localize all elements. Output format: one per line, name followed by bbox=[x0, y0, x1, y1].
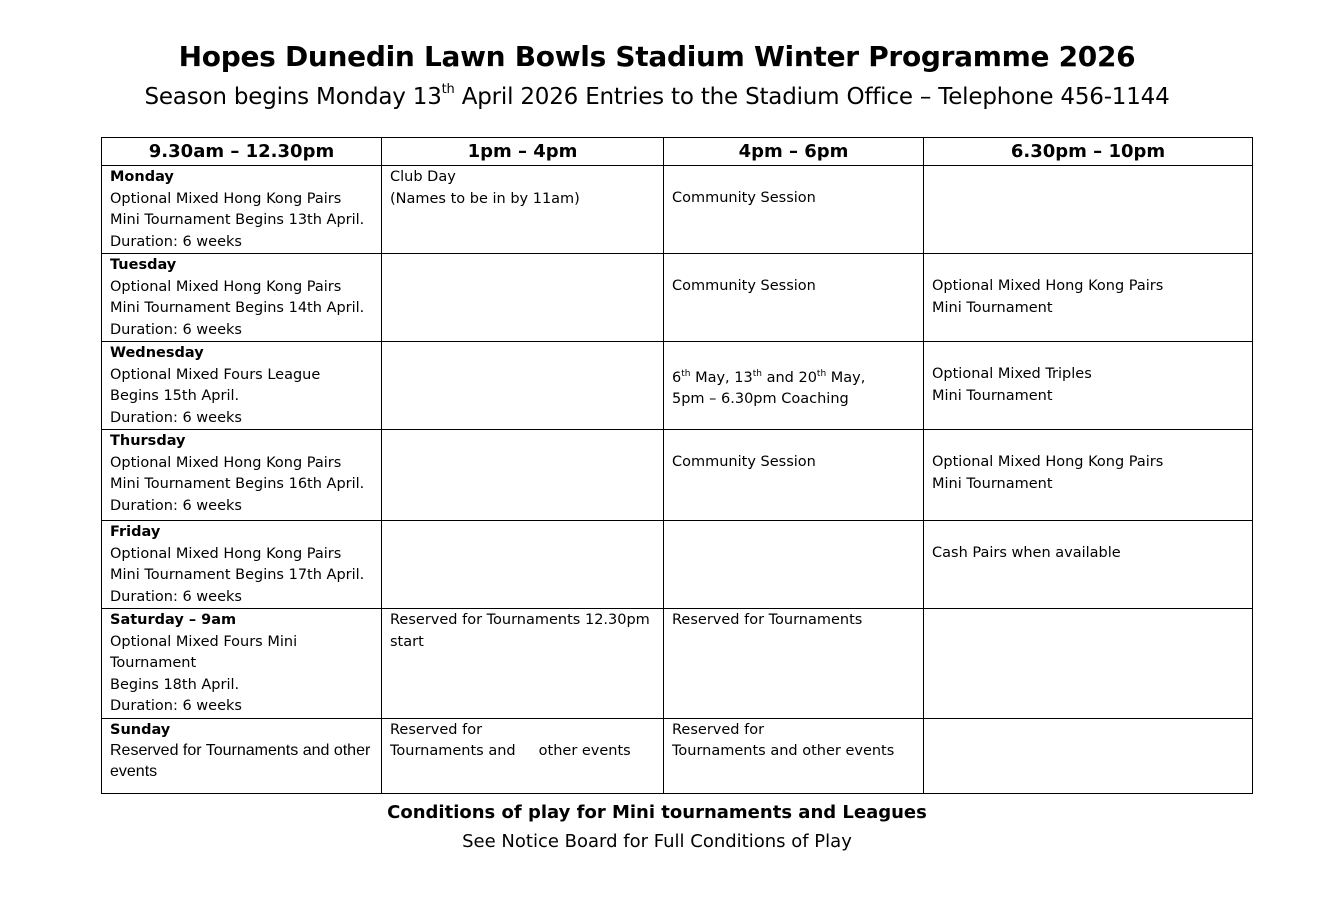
cell-tuesday-morning bbox=[102, 254, 382, 342]
cell-thursday-evening bbox=[924, 430, 1253, 521]
cell-line: Mini Tournament bbox=[932, 299, 1053, 316]
cell-wednesday-afternoon bbox=[382, 342, 664, 430]
header-evening: 6.30pm – 10pm bbox=[924, 138, 1253, 166]
table-row-wednesday bbox=[102, 342, 1253, 430]
cell-line: Tournament bbox=[110, 655, 197, 671]
cell-line: 5pm – 6.30pm Coaching bbox=[672, 391, 849, 408]
cell-friday-morning bbox=[102, 521, 382, 609]
cell-line: Mini Tournament bbox=[932, 387, 1053, 404]
cell-line: Optional Mixed Hong Kong Pairs bbox=[110, 545, 342, 562]
cell-monday-morning bbox=[102, 166, 382, 254]
cell-line: Duration: 6 weeks bbox=[110, 497, 242, 514]
cell-sunday-morning bbox=[102, 718, 382, 793]
subtitle-start: Season begins Monday 13 bbox=[144, 84, 442, 110]
cell-line: Duration: 6 weeks bbox=[110, 233, 242, 250]
cell-friday-evening bbox=[924, 521, 1253, 609]
cell-thursday-early-evening bbox=[664, 430, 924, 521]
cell-line: Begins 18th April. bbox=[110, 676, 240, 693]
header-afternoon: 1pm – 4pm bbox=[382, 138, 664, 166]
cell-line: Optional Mixed Hong Kong Pairs bbox=[110, 454, 342, 471]
cell-saturday-evening bbox=[924, 609, 1253, 719]
table-row-monday bbox=[102, 166, 1253, 254]
programme-table bbox=[101, 137, 1253, 794]
cell-line: Tournaments and other events bbox=[390, 743, 631, 759]
cell-line: Reserved for Tournaments 12.30pm bbox=[390, 612, 650, 628]
cell-saturday-morning bbox=[102, 609, 382, 719]
table-row-friday bbox=[102, 521, 1253, 609]
page-title: Hopes Dunedin Lawn Bowls Stadium Winter Programme 2026 bbox=[178, 40, 1136, 73]
cell-line: Community Session bbox=[672, 278, 816, 294]
cell-sunday-evening bbox=[924, 718, 1253, 793]
cell-line: Duration: 6 weeks bbox=[110, 698, 242, 714]
cell-line: Optional Mixed Hong Kong Pairs bbox=[932, 454, 1164, 470]
cell-friday-early-evening bbox=[664, 521, 924, 609]
page-subtitle bbox=[0, 84, 1314, 110]
day-label: Friday bbox=[110, 524, 161, 540]
cell-line: events bbox=[110, 762, 158, 780]
table-row-saturday bbox=[102, 609, 1253, 719]
day-label: Saturday – 9am bbox=[110, 612, 237, 628]
day-label: Thursday bbox=[110, 433, 186, 449]
cell-line: Duration: 6 weeks bbox=[110, 321, 242, 338]
cell-friday-afternoon bbox=[382, 521, 664, 609]
coaching-dates: 6th May, 13th and 20th May, bbox=[672, 369, 866, 386]
day-label: Wednesday bbox=[110, 345, 204, 361]
day-label: Sunday bbox=[110, 721, 171, 738]
cell-monday-afternoon bbox=[382, 166, 664, 254]
cell-line: Optional Mixed Hong Kong Pairs bbox=[110, 278, 342, 295]
cell-line: Reserved for bbox=[390, 721, 483, 738]
cell-line: Optional Mixed Fours Mini bbox=[110, 633, 298, 650]
table-row-thursday bbox=[102, 430, 1253, 521]
cell-wednesday-evening bbox=[924, 342, 1253, 430]
cell-tuesday-afternoon bbox=[382, 254, 664, 342]
cell-line: Community Session bbox=[672, 454, 816, 470]
cell-line: Reserved for Tournaments bbox=[672, 612, 863, 628]
cell-monday-evening bbox=[924, 166, 1253, 254]
cell-line: Optional Mixed Triples bbox=[932, 366, 1092, 382]
cell-line: Mini Tournament bbox=[932, 475, 1053, 492]
cell-line: Community Session bbox=[672, 190, 816, 206]
cell-line: Optional Mixed Hong Kong Pairs bbox=[932, 278, 1164, 294]
cell-line: Mini Tournament Begins 16th April. bbox=[110, 476, 365, 492]
cell-saturday-early-evening bbox=[664, 609, 924, 719]
header-early-evening: 4pm – 6pm bbox=[664, 138, 924, 166]
day-label: Tuesday bbox=[110, 257, 177, 273]
notice-board-note: See Notice Board for Full Conditions of Play bbox=[462, 831, 852, 852]
subtitle-superscript: th bbox=[441, 82, 455, 97]
cell-line: Mini Tournament Begins 14th April. bbox=[110, 300, 365, 316]
cell-monday-early-evening bbox=[664, 166, 924, 254]
table-row-tuesday bbox=[102, 254, 1253, 342]
cell-line: Duration: 6 weeks bbox=[110, 588, 242, 605]
cell-line: Club Day bbox=[390, 169, 456, 185]
cell-thursday-afternoon bbox=[382, 430, 664, 521]
cell-line: (Names to be in by 11am) bbox=[390, 190, 580, 207]
table-row-sunday bbox=[102, 718, 1253, 793]
subtitle-end: April 2026 Entries to the Stadium Office – Telephone 456-1144 bbox=[454, 84, 1170, 110]
cell-line: Begins 15th April. bbox=[110, 388, 240, 404]
cell-line: Tournaments and other events bbox=[672, 743, 895, 759]
cell-line: Duration: 6 weeks bbox=[110, 409, 242, 426]
cell-saturday-afternoon bbox=[382, 609, 664, 719]
cell-line: Reserved for bbox=[672, 721, 765, 738]
day-label: Monday bbox=[110, 169, 174, 185]
conditions-heading: Conditions of play for Mini tournaments and Leagues bbox=[387, 802, 927, 823]
cell-line: Mini Tournament Begins 17th April. bbox=[110, 567, 365, 583]
cell-thursday-morning bbox=[102, 430, 382, 521]
cell-line: Reserved for Tournaments and other bbox=[110, 742, 371, 759]
cell-wednesday-morning bbox=[102, 342, 382, 430]
cell-line: start bbox=[390, 633, 424, 650]
cell-wednesday-early-evening bbox=[664, 342, 924, 430]
cell-line: Optional Mixed Hong Kong Pairs bbox=[110, 190, 342, 207]
cell-sunday-early-evening bbox=[664, 718, 924, 793]
cell-line: Cash Pairs when available bbox=[932, 545, 1121, 561]
header-morning: 9.30am – 12.30pm bbox=[102, 138, 382, 166]
header-row bbox=[102, 138, 1253, 166]
cell-line: Mini Tournament Begins 13th April. bbox=[110, 212, 365, 228]
cell-sunday-afternoon bbox=[382, 718, 664, 793]
cell-line: Optional Mixed Fours League bbox=[110, 366, 321, 383]
cell-tuesday-evening bbox=[924, 254, 1253, 342]
cell-tuesday-early-evening bbox=[664, 254, 924, 342]
